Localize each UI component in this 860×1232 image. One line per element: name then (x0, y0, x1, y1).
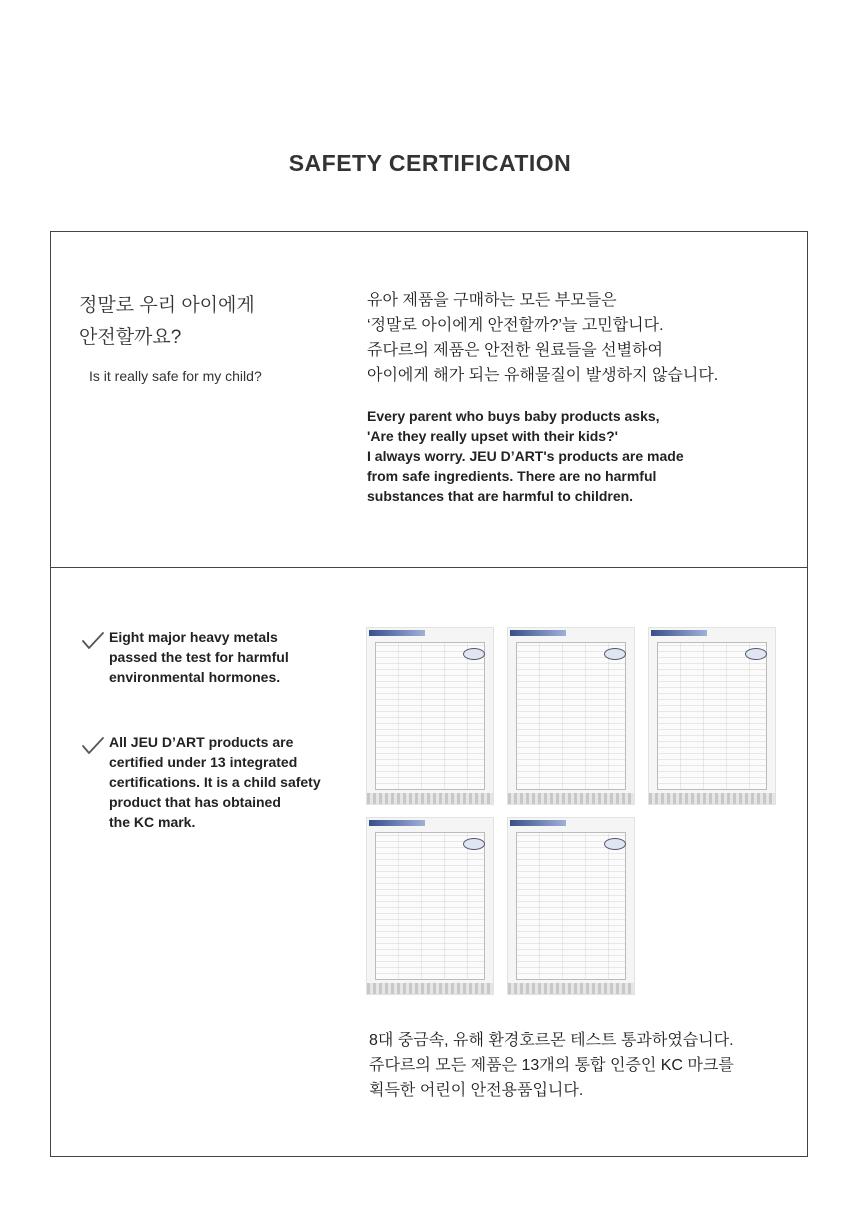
document-page (375, 832, 485, 980)
check-text-line: environmental hormones. (109, 669, 281, 685)
answer-ko-line: 쥬다르의 제품은 안전한 원료들을 선별하여 (367, 342, 663, 359)
check-text-line: product that has obtained (109, 794, 281, 810)
certificate-documents (366, 627, 786, 997)
answer-en-line: 'Are they really upset with their kids?' (367, 428, 618, 444)
certificate-document (366, 627, 494, 805)
page-title: SAFETY CERTIFICATION (288, 150, 572, 176)
summary-ko-line: 8대 중금속, 유해 환경호르몬 테스트 통과하였습니다. (369, 1032, 734, 1049)
kc-stamp-icon (604, 838, 626, 850)
certificate-document (366, 817, 494, 995)
answer-en-line: I always worry. JEU D’ART's products are made (367, 448, 684, 464)
check-text (109, 627, 289, 687)
question-ko-line: 안전할까요? (79, 327, 182, 348)
document-header-strip (369, 820, 425, 826)
answer-en-line: from safe ingredients. There are no harmful (367, 468, 657, 484)
question-en: Is it really safe for my child? (89, 368, 262, 384)
check-text-line: the KC mark. (109, 814, 196, 830)
section-divider (51, 567, 807, 568)
document-header-strip (510, 820, 566, 826)
document-footer-strip (367, 983, 493, 994)
certificate-document (507, 817, 635, 995)
content-frame (50, 231, 808, 1157)
document-header-strip (369, 630, 425, 636)
answer-ko (367, 288, 787, 388)
answer-en-line: substances that are harmful to children. (367, 488, 634, 504)
document-page (375, 642, 485, 790)
check-text-line: All JEU D’ART products are (109, 734, 294, 750)
document-footer-strip (508, 793, 634, 804)
checkmark-icon (81, 629, 105, 653)
summary-ko (369, 1028, 734, 1103)
document-page (516, 642, 626, 790)
question-ko (79, 290, 319, 354)
kc-stamp-icon (604, 648, 626, 660)
document-header-strip (510, 630, 566, 636)
certificate-document (507, 627, 635, 805)
summary-ko-line: 획득한 어린이 안전용품입니다. (369, 1082, 584, 1099)
answer-en-line: Every parent who buys baby products asks, (367, 408, 660, 424)
check-text-line: certifications. It is a child safety (109, 774, 321, 790)
checkmark-icon (81, 734, 105, 758)
check-text-line: certified under 13 integrated (109, 754, 298, 770)
document-footer-strip (508, 983, 634, 994)
certificate-document (648, 627, 776, 805)
check-text (109, 732, 321, 832)
check-text-line: Eight major heavy metals (109, 629, 278, 645)
document-header-strip (651, 630, 707, 636)
document-page (516, 832, 626, 980)
check-text-line: passed the test for harmful (109, 649, 289, 665)
document-footer-strip (649, 793, 775, 804)
kc-stamp-icon (463, 838, 485, 850)
answer-en (367, 406, 787, 506)
answer-ko-line: 유아 제품을 구매하는 모든 부모들은 (367, 292, 617, 309)
summary-ko-line: 쥬다르의 모든 제품은 13개의 통합 인증인 KC 마크를 (369, 1057, 734, 1074)
answer-ko-line: ‘정말로 아이에게 안전할까?’늘 고민합니다. (367, 317, 664, 334)
document-page (657, 642, 767, 790)
kc-stamp-icon (463, 648, 485, 660)
question-ko-line: 정말로 우리 아이에게 (79, 295, 255, 316)
answer-ko-line: 아이에게 해가 되는 유해물질이 발생하지 않습니다. (367, 367, 719, 384)
document-footer-strip (367, 793, 493, 804)
kc-stamp-icon (745, 648, 767, 660)
